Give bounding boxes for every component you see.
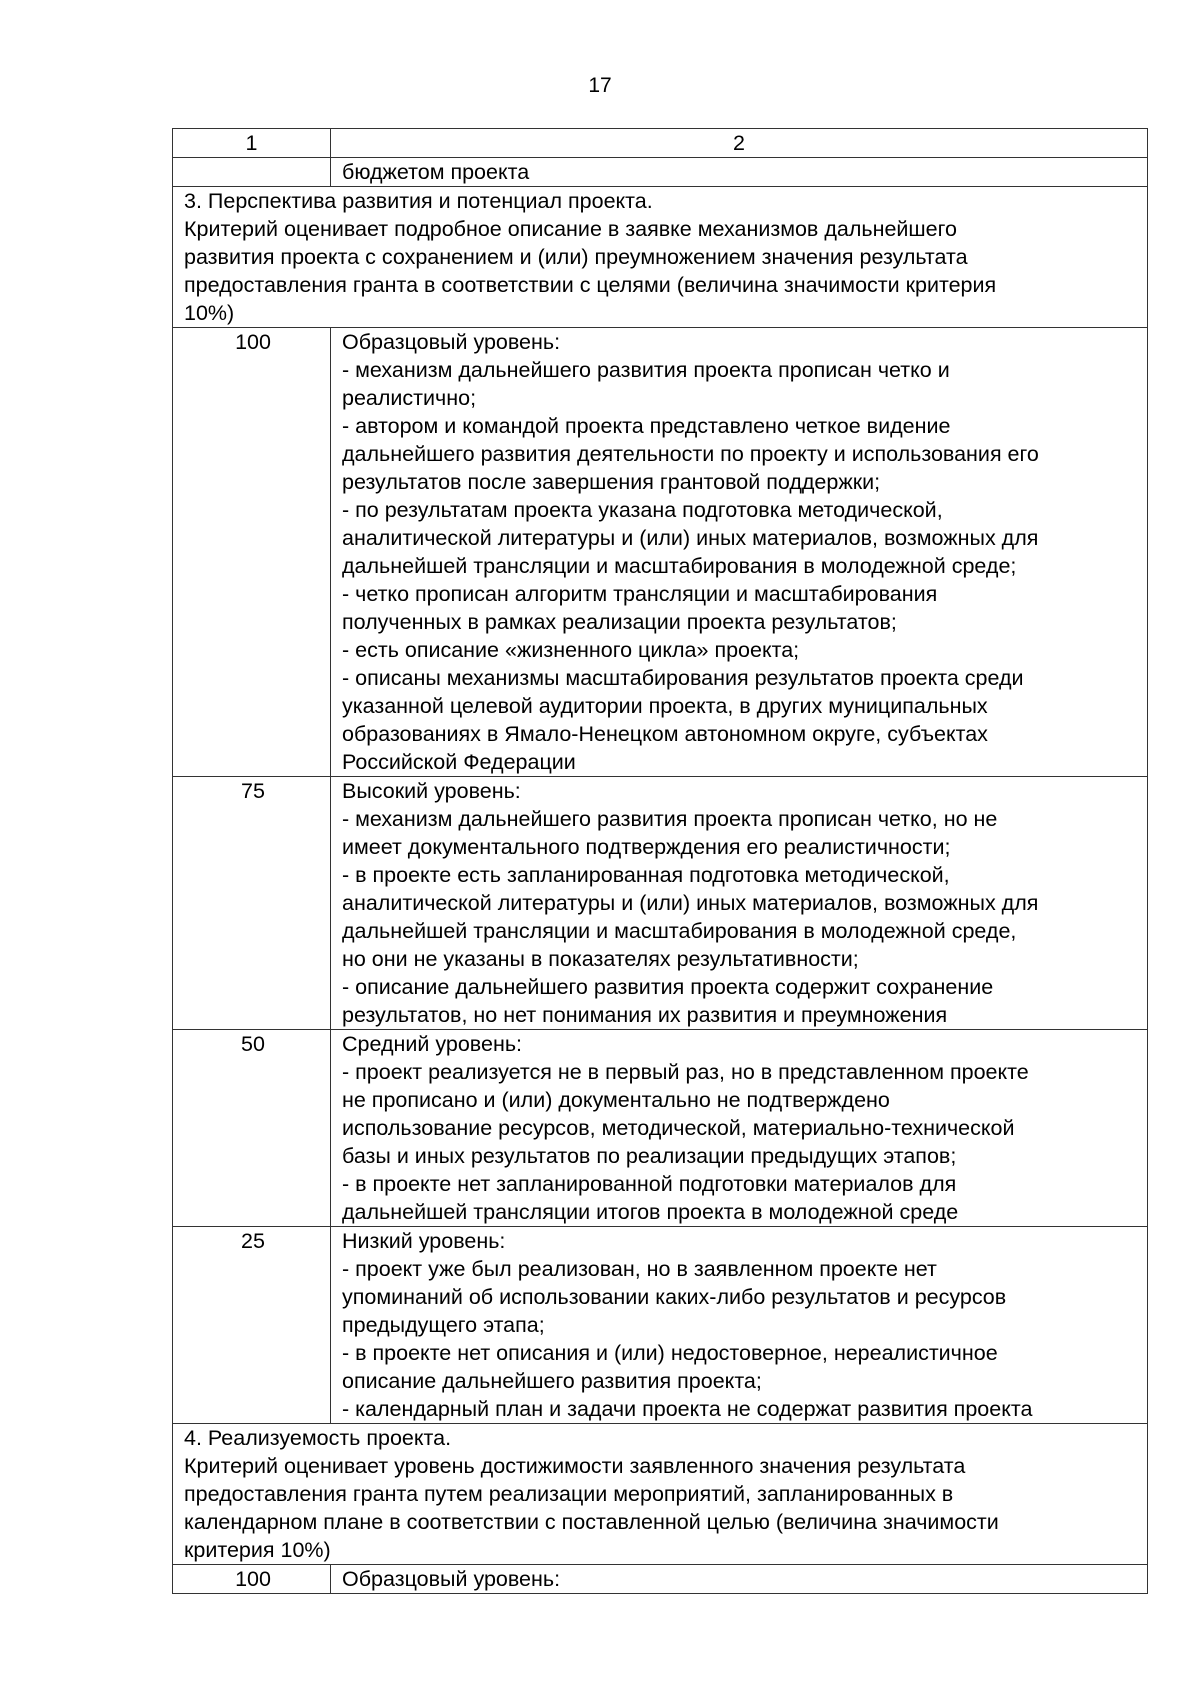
- level-line: реалистично;: [342, 386, 477, 410]
- level-line: имеет документального подтверждения его реалистичности;: [342, 835, 951, 859]
- criterion-row: [173, 1424, 1148, 1565]
- criteria-table: [172, 128, 1148, 1594]
- level-line: - описание дальнейшего развития проекта содержит сохранение: [342, 975, 994, 999]
- level-line: образованиях в Ямало-Ненецком автономном округе, субъектах: [342, 722, 988, 746]
- criterion-description: [173, 1424, 1148, 1565]
- level-row: [173, 1565, 1148, 1594]
- level-line: - механизм дальнейшего развития проекта прописан четко и: [342, 358, 950, 382]
- level-description: [331, 328, 1148, 777]
- page-number: 17: [588, 74, 612, 97]
- continuation-line: бюджетом проекта: [342, 160, 530, 184]
- criterion-line: предоставления гранта путем реализации мероприятий, запланированных в: [184, 1482, 954, 1506]
- criteria-table-body: [173, 129, 1148, 1594]
- level-line: дальнейшей трансляции и масштабирования в молодежной среде;: [342, 554, 1017, 578]
- level-line: аналитической литературы и (или) иных материалов, возможных для: [342, 526, 1039, 550]
- level-score: 100: [173, 1565, 331, 1594]
- level-line: дальнейшей трансляции итогов проекта в молодежной среде: [342, 1200, 959, 1224]
- level-line: - по результатам проекта указана подготовка методической,: [342, 498, 943, 522]
- criterion-line: Критерий оценивает уровень достижимости заявленного значения результата: [184, 1454, 966, 1478]
- level-line: - автором и командой проекта представлено четкое видение: [342, 414, 951, 438]
- level-line: базы и иных результатов по реализации предыдущих этапов;: [342, 1144, 957, 1168]
- level-line: - проект реализуется не в первый раз, но в представленном проекте: [342, 1060, 1029, 1084]
- criterion-line: 4. Реализуемость проекта.: [184, 1426, 452, 1450]
- criterion-row: [173, 187, 1148, 328]
- level-line: - в проекте есть запланированная подготовка методической,: [342, 863, 950, 887]
- level-line: дальнейшего развития деятельности по проекту и использования его: [342, 442, 1039, 466]
- level-description: [331, 1565, 1148, 1594]
- table-header-row: [173, 129, 1148, 158]
- level-row: [173, 1030, 1148, 1227]
- level-line: использование ресурсов, методической, материально-технической: [342, 1116, 1015, 1140]
- level-line: Высокий уровень:: [342, 779, 521, 803]
- header-col-2: 2: [331, 129, 1148, 158]
- level-line: аналитической литературы и (или) иных материалов, возможных для: [342, 891, 1039, 915]
- level-description: [331, 777, 1148, 1030]
- level-line: описание дальнейшего развития проекта;: [342, 1369, 762, 1393]
- level-line: - есть описание «жизненного цикла» проекта;: [342, 638, 800, 662]
- level-line: Низкий уровень:: [342, 1229, 506, 1253]
- level-line: - четко прописан алгоритм трансляции и масштабирования: [342, 582, 938, 606]
- level-row: [173, 777, 1148, 1030]
- header-col-1: 1: [173, 129, 331, 158]
- criterion-line: критерия 10%): [184, 1538, 331, 1562]
- level-score: 75: [173, 777, 331, 1030]
- criterion-line: предоставления гранта в соответствии с целями (величина значимости критерия: [184, 273, 997, 297]
- level-score: 100: [173, 328, 331, 777]
- level-line: результатов, но нет понимания их развития и преумножения: [342, 1003, 948, 1027]
- level-row: [173, 328, 1148, 777]
- criterion-line: 3. Перспектива развития и потенциал проекта.: [184, 189, 653, 213]
- level-line: результатов после завершения грантовой поддержки;: [342, 470, 881, 494]
- criterion-line: календарном плане в соответствии с поставленной целью (величина значимости: [184, 1510, 999, 1534]
- level-line: - механизм дальнейшего развития проекта прописан четко, но не: [342, 807, 998, 831]
- level-line: Средний уровень:: [342, 1032, 522, 1056]
- level-line: Образцовый уровень:: [342, 1567, 561, 1591]
- level-line: упоминаний об использовании каких-либо результатов и ресурсов: [342, 1285, 1007, 1309]
- criterion-line: развития проекта с сохранением и (или) преумножением значения результата: [184, 245, 968, 269]
- level-description: [331, 1030, 1148, 1227]
- level-line: указанной целевой аудитории проекта, в других муниципальных: [342, 694, 988, 718]
- level-score: 50: [173, 1030, 331, 1227]
- level-line: - календарный план и задачи проекта не содержат развития проекта: [342, 1397, 1033, 1421]
- level-line: Российской Федерации: [342, 750, 576, 774]
- level-row: [173, 1227, 1148, 1424]
- level-line: - описаны механизмы масштабирования результатов проекта среди: [342, 666, 1024, 690]
- level-line: не прописано и (или) документально не подтверждено: [342, 1088, 890, 1112]
- level-line: предыдущего этапа;: [342, 1313, 545, 1337]
- level-line: но они не указаны в показателях результативности;: [342, 947, 859, 971]
- level-line: - проект уже был реализован, но в заявленном проекте нет: [342, 1257, 937, 1281]
- level-line: полученных в рамках реализации проекта результатов;: [342, 610, 897, 634]
- criterion-line: 10%): [184, 301, 235, 325]
- criterion-line: Критерий оценивает подробное описание в заявке механизмов дальнейшего: [184, 217, 957, 241]
- continuation-text: [331, 158, 1148, 187]
- continuation-score: [173, 158, 331, 187]
- criterion-description: [173, 187, 1148, 328]
- continuation-row: [173, 158, 1148, 187]
- level-line: Образцовый уровень:: [342, 330, 561, 354]
- level-score: 25: [173, 1227, 331, 1424]
- level-description: [331, 1227, 1148, 1424]
- level-line: дальнейшей трансляции и масштабирования в молодежной среде,: [342, 919, 1017, 943]
- level-line: - в проекте нет описания и (или) недостоверное, нереалистичное: [342, 1341, 998, 1365]
- level-line: - в проекте нет запланированной подготовки материалов для: [342, 1172, 957, 1196]
